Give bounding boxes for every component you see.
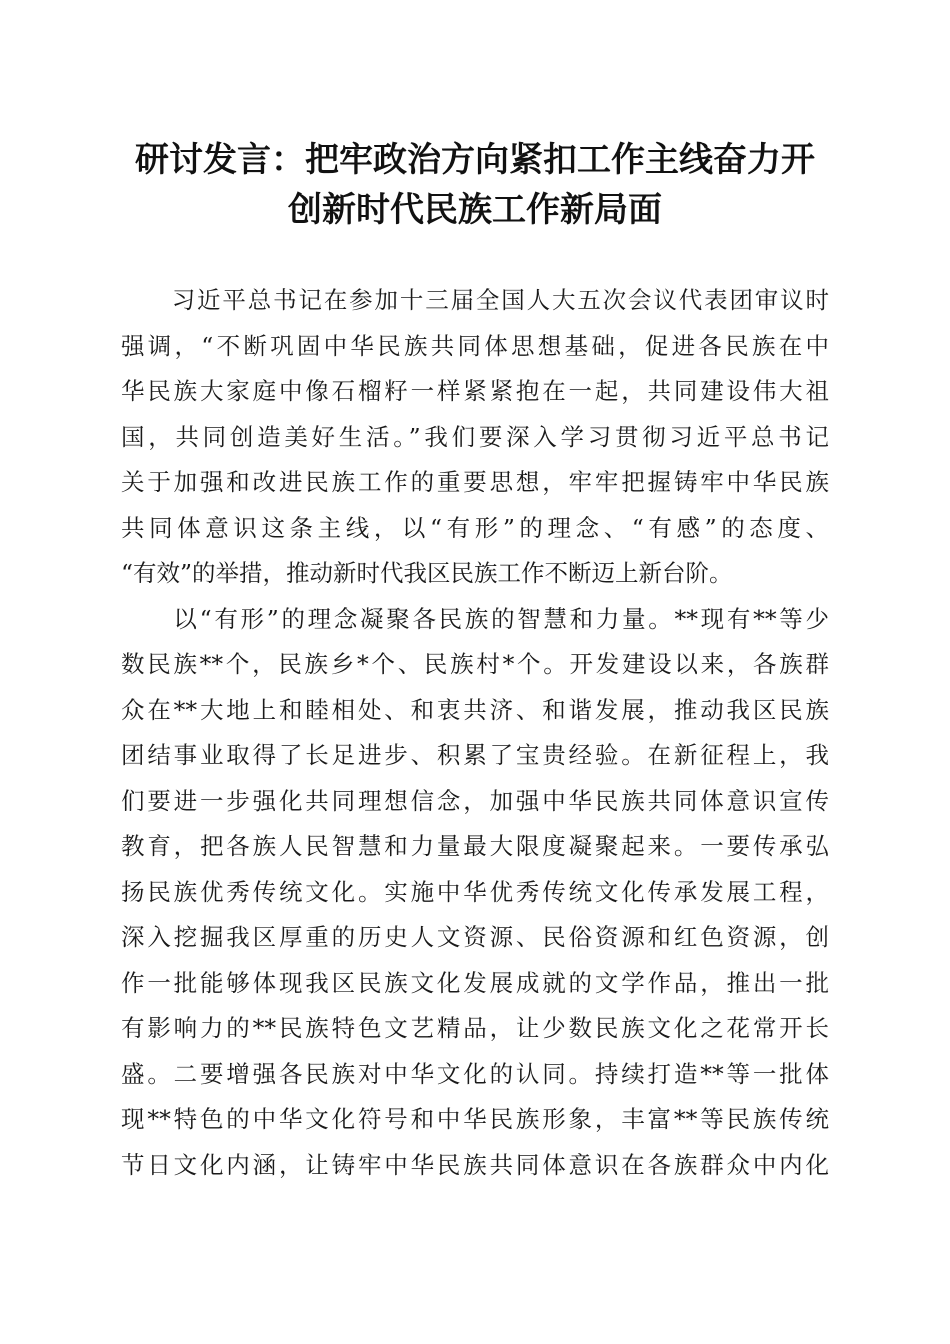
text-line: 盛。二要增强各民族对中华文化的认同。持续打造**等一批体: [121, 1059, 829, 1088]
text-line: 关于加强和改进民族工作的重要思想，牢牢把握铸牢中华民族: [121, 468, 829, 496]
text-line: 深入挖掘我区厚重的历史人文资源、民俗资源和红色资源，创: [121, 923, 829, 951]
text-line: 扬民族优秀传统文化。实施中华优秀传统文化传承发展工程，: [121, 877, 829, 906]
title-line: 研讨发言：把牢政治方向紧扣工作主线奋力开: [135, 140, 815, 180]
text-line: 团结事业取得了长足进步、积累了宝贵经验。在新征程上，我: [121, 741, 829, 769]
text-line: 以“有形”的理念凝聚各民族的智慧和力量。**现有**等少: [121, 604, 829, 633]
text-line: 数民族**个，民族乡*个、民族村*个。开发建设以来，各族群: [121, 650, 829, 678]
text-line: 教育，把各族人民智慧和力量最大限度凝聚起来。一要传承弘: [121, 832, 829, 860]
text-line: 作一批能够体现我区民族文化发展成就的文学作品，推出一批: [121, 968, 829, 997]
document-body: [121, 278, 829, 1188]
text-line: 众在**大地上和睦相处、和衷共济、和谐发展，推动我区民族: [121, 695, 829, 724]
text-line: 习近平总书记在参加十三届全国人大五次会议代表团审议时: [121, 286, 829, 314]
text-line: 强调，“不断巩固中华民族共同体思想基础，促进各民族在中: [121, 331, 829, 360]
text-line: “有效”的举措，推动新时代我区民族工作不断迈上新台阶。: [121, 559, 733, 587]
paragraph-1: [121, 278, 829, 597]
text-line: 国，共同创造美好生活。”我们要深入学习贯彻习近平总书记: [121, 422, 829, 451]
text-line: 节日文化内涵，让铸牢中华民族共同体意识在各族群众中内化: [121, 1150, 829, 1179]
paragraph-2: [121, 597, 829, 1189]
text-line: 有影响力的**民族特色文艺精品，让少数民族文化之花常开长: [121, 1014, 829, 1042]
text-line: 现**特色的中华文化符号和中华民族形象，丰富**等民族传统: [121, 1105, 829, 1133]
text-line: 共同体意识这条主线，以“有形”的理念、“有感”的态度、: [121, 513, 829, 542]
text-line: 华民族大家庭中像石榴籽一样紧紧抱在一起，共同建设伟大祖: [121, 377, 829, 405]
document-title: [118, 135, 832, 235]
title-line: 创新时代民族工作新局面: [288, 190, 662, 230]
text-line: 们要进一步强化共同理想信念，加强中华民族共同体意识宣传: [121, 786, 829, 815]
